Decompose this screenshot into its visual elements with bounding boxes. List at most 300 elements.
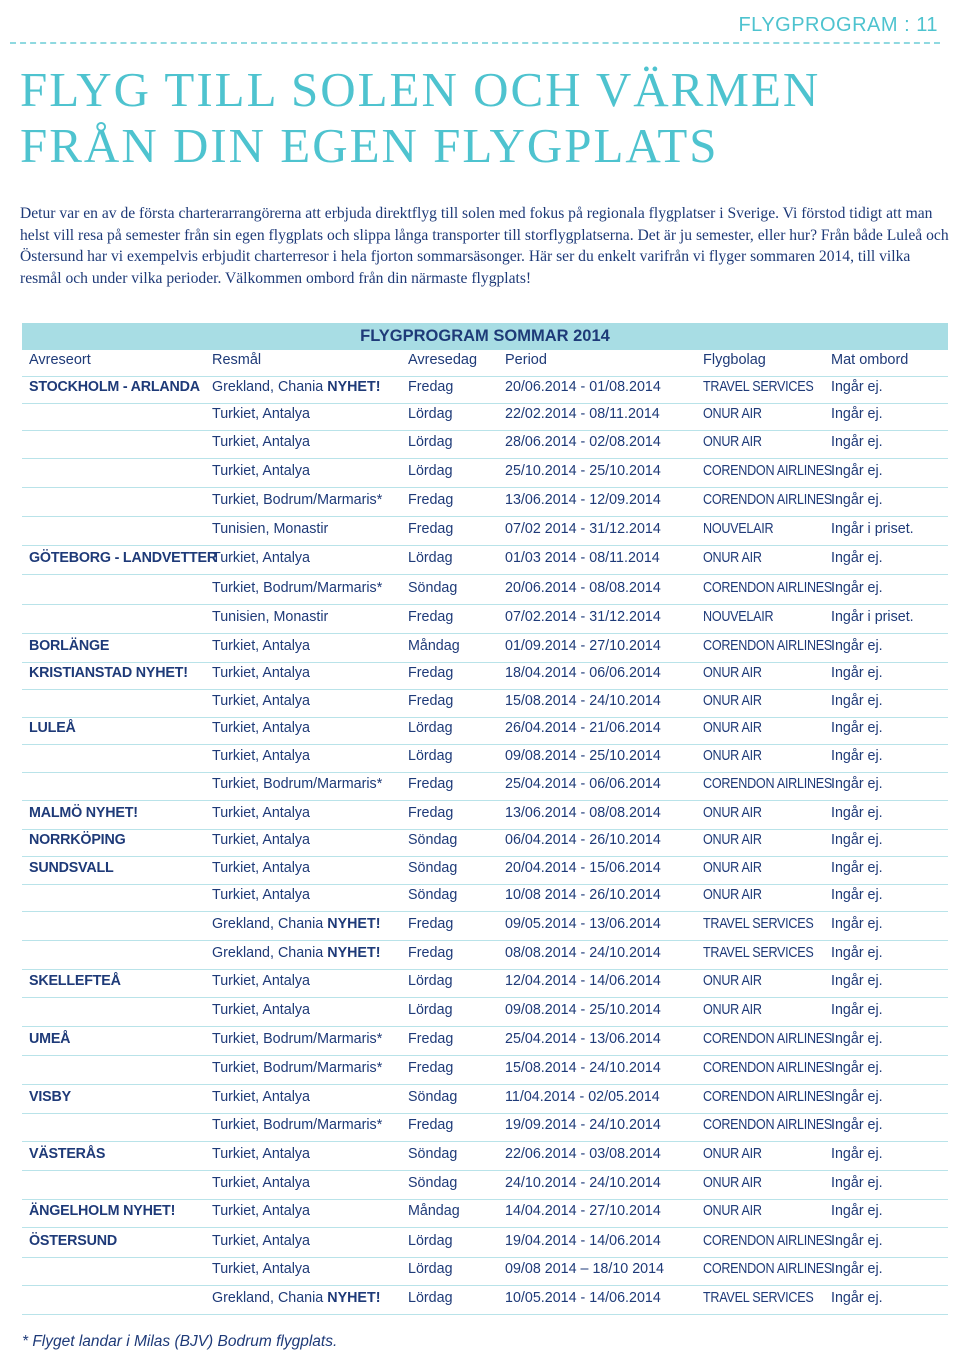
departure-cell-text: STOCKHOLM - ARLANDA [29, 379, 200, 395]
food-cell-text: Ingår ej. [831, 638, 883, 654]
day-cell-text: Söndag [408, 580, 458, 596]
destination-cell-text: Turkiet, Antalya [212, 1233, 311, 1249]
table-row [22, 547, 948, 575]
period-cell-text: 11/04.2014 - 02/05.2014 [505, 1089, 660, 1105]
period-cell-text: 15/08.2014 - 24/10.2014 [505, 1060, 661, 1076]
airline-cell [703, 521, 773, 537]
day-cell [408, 521, 453, 537]
period-cell [505, 580, 661, 596]
destination-cell-text: Turkiet, Antalya [212, 748, 311, 764]
departure-cell-text: VÄSTERÅS [29, 1146, 106, 1162]
table-row [22, 1028, 948, 1056]
food-cell-text: Ingår ej. [831, 720, 883, 736]
food-cell [831, 1261, 883, 1277]
period-cell [505, 1060, 661, 1076]
destination-cell [212, 1089, 310, 1105]
departure-cell-text: KRISTIANSTAD [29, 665, 132, 681]
airline-cell [703, 434, 762, 450]
departure-cell [29, 1233, 117, 1249]
destination-cell-text: Turkiet, Bodrum/Marmaris* [212, 580, 383, 596]
airline-cell [703, 832, 762, 848]
table-row [22, 1057, 948, 1085]
day-cell-text: Lördag [408, 748, 453, 764]
food-cell-text: Ingår ej. [831, 1002, 883, 1018]
period-cell-text: 12/04.2014 - 14/06.2014 [505, 973, 661, 989]
food-cell [831, 463, 883, 479]
airline-cell-text: CORENDON AIRLINES [703, 1089, 833, 1105]
day-cell [408, 463, 453, 479]
departure-cell-text: VISBY [29, 1089, 71, 1105]
airline-cell [703, 1117, 832, 1133]
food-cell [831, 887, 883, 903]
period-cell [505, 1002, 661, 1018]
header-period: Period [505, 352, 547, 368]
table-row [22, 518, 948, 546]
departure-cell-text: NORRKÖPING [29, 832, 126, 848]
day-cell-text: Söndag [408, 860, 458, 876]
departure-cell [29, 720, 76, 736]
period-cell-text: 18/04.2014 - 06/06.2014 [505, 665, 661, 681]
day-cell [408, 887, 457, 903]
table-row [22, 829, 948, 857]
period-cell-text: 09/08.2014 - 25/10.2014 [505, 748, 661, 764]
day-cell-text: Fredag [408, 693, 454, 709]
destination-cell-text: Turkiet, Bodrum/Marmaris* [212, 776, 383, 792]
day-cell-text: Lördag [408, 406, 453, 422]
day-cell [408, 1203, 460, 1219]
day-cell-text: Söndag [408, 1089, 458, 1105]
airline-cell [703, 406, 762, 422]
food-cell [831, 379, 883, 395]
table-row [22, 942, 948, 970]
food-cell-text: Ingår ej. [831, 665, 883, 681]
destination-cell [212, 1233, 310, 1249]
period-cell-text: 14/04.2014 - 27/10.2014 [505, 1203, 661, 1219]
period-cell [505, 1117, 661, 1133]
day-cell-text: Fredag [408, 776, 454, 792]
period-cell [505, 860, 661, 876]
destination-cell-text: Turkiet, Antalya [212, 973, 311, 989]
food-cell-text: Ingår i priset. [831, 521, 914, 537]
airline-cell-text: NOUVELAIR [703, 609, 774, 625]
period-cell [505, 1031, 661, 1047]
destination-cell [212, 463, 310, 479]
destination-cell-text: Turkiet, Bodrum/Marmaris* [212, 1060, 383, 1076]
food-cell [831, 945, 883, 961]
day-cell [408, 945, 453, 961]
food-cell-text: Ingår ej. [831, 1060, 883, 1076]
food-cell [831, 1233, 883, 1249]
period-cell [505, 832, 661, 848]
table-row [22, 1200, 948, 1228]
period-cell [505, 720, 661, 736]
day-cell [408, 1117, 453, 1133]
period-cell [505, 945, 661, 961]
airline-cell [703, 1002, 762, 1018]
period-cell [505, 805, 661, 821]
period-cell-text: 09/05.2014 - 13/06.2014 [505, 916, 661, 932]
airline-cell [703, 379, 813, 395]
nyhet-badge: NYHET! [327, 945, 381, 961]
day-cell-text: Lördag [408, 720, 453, 736]
food-cell [831, 665, 883, 681]
destination-cell-text: Turkiet, Antalya [212, 1203, 311, 1219]
airline-cell [703, 973, 762, 989]
day-cell [408, 550, 453, 566]
food-cell-text: Ingår ej. [831, 1117, 883, 1133]
period-cell [505, 638, 661, 654]
airline-cell [703, 609, 773, 625]
period-cell [505, 665, 661, 681]
day-cell-text: Lördag [408, 434, 453, 450]
destination-cell-text: Grekland, Chania [212, 916, 324, 932]
destination-cell [212, 805, 310, 821]
food-cell-text: Ingår ej. [831, 550, 883, 566]
table-row [22, 1114, 948, 1142]
table-row [22, 1258, 948, 1286]
day-cell-text: Fredag [408, 609, 454, 625]
period-cell [505, 1290, 661, 1306]
day-cell-text: Fredag [408, 492, 454, 508]
departure-cell [29, 1146, 105, 1162]
airline-cell [703, 945, 813, 961]
food-cell [831, 1089, 883, 1105]
food-cell-text: Ingår ej. [831, 1290, 883, 1306]
destination-cell-text: Turkiet, Antalya [212, 638, 311, 654]
day-cell [408, 1002, 453, 1018]
food-cell-text: Ingår ej. [831, 748, 883, 764]
airline-cell-text: CORENDON AIRLINES [703, 776, 833, 792]
airline-cell-text: ONUR AIR [703, 1203, 762, 1219]
destination-cell [212, 945, 380, 961]
table-row [22, 802, 948, 830]
page-title-line-1: FLYG TILL SOLEN OCH VÄRMEN [20, 62, 821, 117]
food-cell-text: Ingår ej. [831, 580, 883, 596]
period-cell [505, 776, 661, 792]
table-row [22, 773, 948, 801]
period-cell-text: 10/05.2014 - 14/06.2014 [505, 1290, 661, 1306]
departure-cell-text: LULEÅ [29, 720, 76, 736]
departure-cell [29, 832, 126, 848]
day-cell-text: Söndag [408, 832, 458, 848]
airline-cell [703, 1175, 762, 1191]
day-cell [408, 1146, 457, 1162]
day-cell-text: Söndag [408, 887, 458, 903]
destination-cell-text: Turkiet, Antalya [212, 406, 311, 422]
period-cell-text: 20/06.2014 - 08/08.2014 [505, 580, 661, 596]
airline-cell [703, 916, 813, 932]
day-cell [408, 916, 453, 932]
destination-cell-text: Grekland, Chania [212, 1290, 324, 1306]
day-cell-text: Söndag [408, 1175, 458, 1191]
food-cell-text: Ingår ej. [831, 973, 883, 989]
destination-cell-text: Grekland, Chania [212, 379, 324, 395]
airline-cell-text: ONUR AIR [703, 1175, 762, 1191]
period-cell-text: 25/10.2014 - 25/10.2014 [505, 463, 661, 479]
destination-cell-text: Turkiet, Antalya [212, 693, 311, 709]
period-cell-text: 25/04.2014 - 06/06.2014 [505, 776, 661, 792]
food-cell-text: Ingår ej. [831, 463, 883, 479]
period-cell [505, 973, 661, 989]
food-cell-text: Ingår ej. [831, 860, 883, 876]
destination-cell-text: Turkiet, Antalya [212, 1261, 311, 1277]
destination-cell-text: Tunisien, Monastir [212, 609, 329, 625]
destination-cell-text: Turkiet, Antalya [212, 860, 311, 876]
food-cell [831, 776, 883, 792]
day-cell [408, 1261, 453, 1277]
period-cell-text: 26/04.2014 - 21/06.2014 [505, 720, 661, 736]
day-cell [408, 1175, 457, 1191]
destination-cell-text: Turkiet, Antalya [212, 463, 311, 479]
table-row [22, 1230, 948, 1258]
table-row [22, 717, 948, 745]
food-cell [831, 1117, 883, 1133]
food-cell-text: Ingår ej. [831, 916, 883, 932]
period-cell [505, 1089, 660, 1105]
airline-cell-text: CORENDON AIRLINES [703, 1117, 833, 1133]
airline-cell [703, 492, 832, 508]
destination-cell-text: Turkiet, Bodrum/Marmaris* [212, 1031, 383, 1047]
destination-cell [212, 609, 328, 625]
destination-cell [212, 1203, 310, 1219]
period-cell [505, 550, 660, 566]
airline-cell-text: ONUR AIR [703, 748, 762, 764]
food-cell-text: Ingår ej. [831, 379, 883, 395]
destination-cell [212, 1031, 382, 1047]
food-cell-text: Ingår ej. [831, 492, 883, 508]
day-cell-text: Lördag [408, 1233, 453, 1249]
day-cell-text: Fredag [408, 379, 454, 395]
period-cell-text: 19/04.2014 - 14/06.2014 [505, 1233, 661, 1249]
day-cell [408, 720, 453, 736]
destination-cell [212, 887, 310, 903]
destination-cell [212, 860, 310, 876]
food-cell [831, 638, 883, 654]
airline-cell [703, 1290, 813, 1306]
period-cell-text: 28/06.2014 - 02/08.2014 [505, 434, 661, 450]
period-cell [505, 379, 661, 395]
airline-cell-text: CORENDON AIRLINES [703, 463, 833, 479]
airline-cell [703, 638, 832, 654]
departure-cell-text: ÖSTERSUND [29, 1233, 117, 1249]
departure-cell-text: ÄNGELHOLM [29, 1203, 120, 1219]
food-cell-text: Ingår ej. [831, 776, 883, 792]
departure-cell [29, 665, 188, 681]
airline-cell-text: ONUR AIR [703, 860, 762, 876]
day-cell-text: Lördag [408, 1290, 453, 1306]
departure-cell [29, 379, 200, 395]
food-cell-text: Ingår ej. [831, 1175, 883, 1191]
food-cell [831, 748, 883, 764]
airline-cell-text: ONUR AIR [703, 434, 762, 450]
food-cell-text: Ingår ej. [831, 1031, 883, 1047]
table-title: FLYGPROGRAM SOMMAR 2014 [22, 323, 948, 350]
airline-cell-text: NOUVELAIR [703, 521, 774, 537]
table-row [22, 489, 948, 517]
destination-cell [212, 521, 328, 537]
airline-cell [703, 776, 832, 792]
food-cell [831, 580, 883, 596]
food-cell [831, 916, 883, 932]
airline-cell-text: CORENDON AIRLINES [703, 492, 833, 508]
table-row [22, 970, 948, 998]
food-cell-text: Ingår ej. [831, 1089, 883, 1105]
header-destination: Resmål [212, 352, 262, 368]
period-cell [505, 1146, 661, 1162]
airline-cell-text: ONUR AIR [703, 1002, 762, 1018]
day-cell [408, 860, 457, 876]
period-cell-text: 25/04.2014 - 13/06.2014 [505, 1031, 661, 1047]
departure-cell-text: BORLÄNGE [29, 638, 110, 654]
period-cell-text: 08/08.2014 - 24/10.2014 [505, 945, 661, 961]
page-title-line-2: FRÅN DIN EGEN FLYGPLATS [20, 118, 719, 173]
destination-cell [212, 693, 310, 709]
airline-cell [703, 805, 762, 821]
airline-cell [703, 1031, 832, 1047]
period-cell-text: 20/06.2014 - 01/08.2014 [505, 379, 661, 395]
airline-cell-text: CORENDON AIRLINES [703, 1060, 833, 1076]
destination-cell [212, 1175, 310, 1191]
period-cell [505, 1233, 661, 1249]
airline-cell [703, 860, 762, 876]
food-cell-text: Ingår ej. [831, 832, 883, 848]
destination-cell [212, 492, 382, 508]
destination-cell [212, 379, 380, 395]
destination-cell-text: Turkiet, Bodrum/Marmaris* [212, 492, 383, 508]
period-cell-text: 22/02.2014 - 08/11.2014 [505, 406, 660, 422]
destination-cell [212, 1146, 310, 1162]
table-row [22, 1143, 948, 1171]
period-cell-text: 06/04.2014 - 26/10.2014 [505, 832, 661, 848]
airline-cell [703, 580, 832, 596]
table-row [22, 460, 948, 488]
airline-cell-text: ONUR AIR [703, 720, 762, 736]
day-cell [408, 379, 453, 395]
table-row [22, 403, 948, 431]
table-row [22, 635, 948, 663]
header-food: Mat ombord [831, 352, 909, 368]
day-cell [408, 973, 453, 989]
departure-cell [29, 1031, 70, 1047]
period-cell-text: 22/06.2014 - 03/08.2014 [505, 1146, 661, 1162]
page-title [20, 62, 820, 174]
destination-cell [212, 832, 310, 848]
destination-cell [212, 1117, 382, 1133]
airline-cell-text: TRAVEL SERVICES [703, 916, 814, 932]
day-cell-text: Måndag [408, 1203, 460, 1219]
day-cell-text: Lördag [408, 463, 453, 479]
period-cell-text: 10/08 2014 - 26/10.2014 [505, 887, 661, 903]
food-cell [831, 550, 883, 566]
table-row [22, 745, 948, 773]
period-cell-text: 09/08 2014 – 18/10 2014 [505, 1261, 665, 1277]
food-cell [831, 1146, 883, 1162]
airline-cell-text: ONUR AIR [703, 665, 762, 681]
food-cell [831, 434, 883, 450]
destination-cell [212, 638, 310, 654]
airline-cell-text: CORENDON AIRLINES [703, 1233, 833, 1249]
header-divider [10, 42, 940, 44]
food-cell-text: Ingår ej. [831, 434, 883, 450]
nyhet-badge: NYHET! [85, 805, 138, 821]
table-row [22, 1287, 948, 1315]
airline-cell [703, 665, 762, 681]
airline-cell-text: ONUR AIR [703, 1146, 762, 1162]
destination-cell-text: Turkiet, Antalya [212, 434, 311, 450]
destination-cell [212, 916, 380, 932]
airline-cell [703, 1089, 832, 1105]
period-cell [505, 406, 660, 422]
period-cell-text: 24/10.2014 - 24/10.2014 [505, 1175, 661, 1191]
food-cell [831, 860, 883, 876]
destination-cell [212, 776, 382, 792]
destination-cell-text: Turkiet, Antalya [212, 665, 311, 681]
day-cell-text: Fredag [408, 916, 454, 932]
period-cell [505, 1203, 661, 1219]
footnote: * Flyget landar i Milas (BJV) Bodrum flygplats. [22, 1333, 338, 1350]
food-cell-text: Ingår ej. [831, 1203, 883, 1219]
airline-cell-text: CORENDON AIRLINES [703, 638, 833, 654]
table-row [22, 577, 948, 605]
airline-cell [703, 1203, 762, 1219]
food-cell [831, 805, 883, 821]
day-cell-text: Fredag [408, 805, 454, 821]
destination-cell-text: Turkiet, Bodrum/Marmaris* [212, 1117, 383, 1133]
period-cell [505, 463, 661, 479]
destination-cell [212, 973, 310, 989]
day-cell [408, 832, 457, 848]
airline-cell [703, 693, 762, 709]
period-cell [505, 434, 661, 450]
table-row [22, 376, 948, 404]
section-label: FLYGPROGRAM : 11 [738, 14, 938, 36]
nyhet-badge: NYHET! [123, 1203, 176, 1219]
day-cell [408, 1060, 453, 1076]
departure-cell-text: SKELLEFTEÅ [29, 973, 121, 989]
food-cell-text: Ingår ej. [831, 693, 883, 709]
airline-cell-text: ONUR AIR [703, 887, 762, 903]
table-row [22, 431, 948, 459]
day-cell-text: Fredag [408, 1060, 454, 1076]
food-cell-text: Ingår ej. [831, 1233, 883, 1249]
destination-cell-text: Turkiet, Antalya [212, 1002, 311, 1018]
departure-cell [29, 860, 114, 876]
food-cell-text: Ingår ej. [831, 1261, 883, 1277]
destination-cell [212, 406, 310, 422]
destination-cell [212, 550, 310, 566]
departure-cell [29, 550, 217, 566]
day-cell [408, 805, 453, 821]
table-row [22, 913, 948, 941]
destination-cell-text: Turkiet, Antalya [212, 550, 311, 566]
airline-cell-text: ONUR AIR [703, 550, 762, 566]
food-cell [831, 609, 914, 625]
food-cell [831, 1203, 883, 1219]
period-cell-text: 19/09.2014 - 24/10.2014 [505, 1117, 661, 1133]
food-cell-text: Ingår ej. [831, 805, 883, 821]
departure-cell-text: GÖTEBORG - LANDVETTER [29, 550, 218, 566]
food-cell [831, 832, 883, 848]
destination-cell [212, 434, 310, 450]
table-row [22, 884, 948, 912]
food-cell-text: Ingår i priset. [831, 609, 914, 625]
period-cell [505, 609, 661, 625]
day-cell [408, 665, 453, 681]
nyhet-badge: NYHET! [327, 379, 381, 395]
airline-cell [703, 1060, 832, 1076]
destination-cell [212, 665, 310, 681]
period-cell-text: 01/09.2014 - 27/10.2014 [505, 638, 661, 654]
